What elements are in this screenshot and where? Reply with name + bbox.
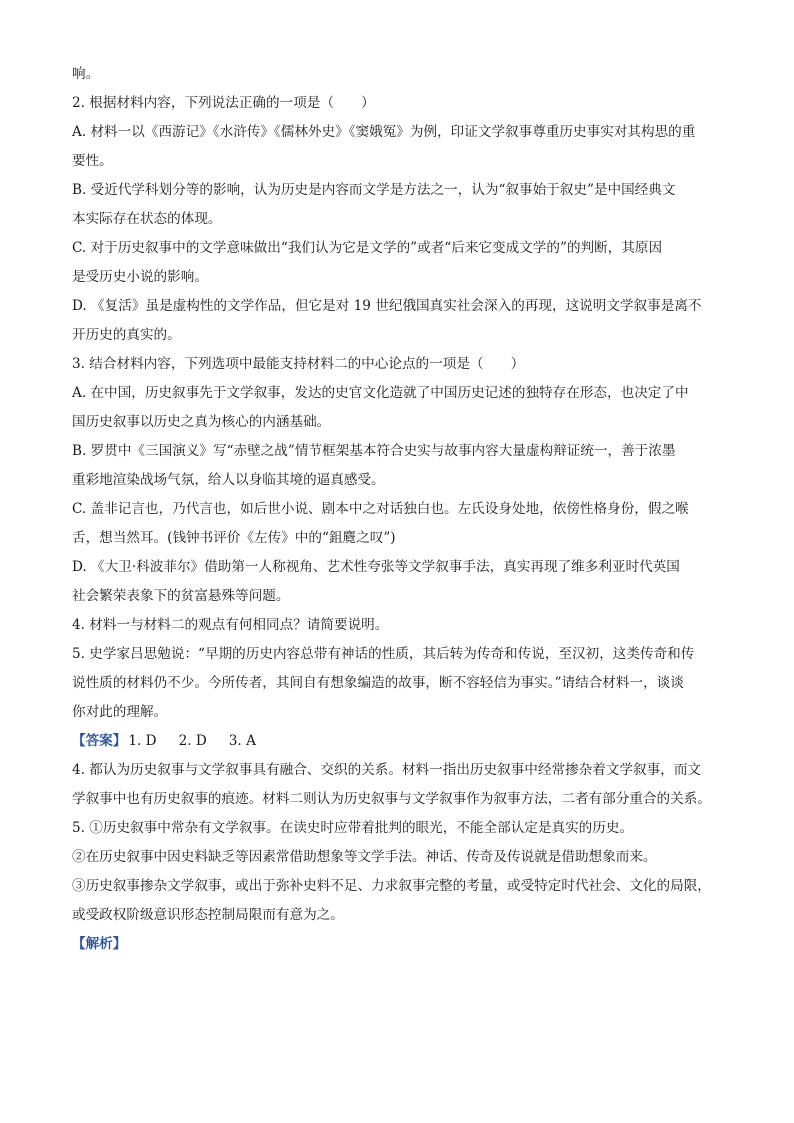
answer-item-2: 2. D xyxy=(178,732,207,749)
q3-option-c-line-1: C. 盖非记言也，乃代言也，如后世小说、剧本中之对话独白也。左氏设身处地，依傍性格身份，假之喉 xyxy=(72,500,689,517)
question-3: 3. 结合材料内容，下列选项中最能支持材料二的中心论点的一项是（ ） xyxy=(72,355,525,372)
question-2: 2. 根据材料内容，下列说法正确的一项是（ ） xyxy=(72,94,375,111)
q3-option-d-line-1: D. 《大卫·科波菲尔》借助第一人称视角、艺术性夸张等文学叙事手法，真实再现了维多利亚时代英国 xyxy=(72,558,680,575)
question-5-line-2: 说性质的材料仍不少。今所传者，其间自有想象编造的故事，断不容轻信为事实。”请结合材料一，谈谈 xyxy=(72,674,684,691)
answer-label: 【答案】 xyxy=(72,732,127,749)
q3-option-c-line-2: 舌，想当然耳。(钱钟书评价《左传》中的“鉏麑之叹”) xyxy=(72,529,396,546)
analysis-heading xyxy=(72,932,722,957)
answer-4-line-1: 4. 都认为历史叙事与文学叙事具有融合、交织的关系。材料一指出历史叙事中经常掺杂着文学叙事，而文 xyxy=(72,761,702,778)
q3-option-a-line-1: A. 在中国，历史叙事先于文学叙事，发达的史官文化造就了中国历史记述的独特存在形态，也决定了中 xyxy=(72,384,689,401)
question-5-line-3: 你对此的理解。 xyxy=(72,703,168,720)
option-a-line-2: 要性。 xyxy=(72,152,113,169)
option-a-line-1: A. 材料一以《西游记》《水浒传》《儒林外史》《窦娥冤》为例，印证文学叙事尊重历史事实对其构思的重 xyxy=(72,123,696,140)
q3-option-b-line-2: 重彩地渲染战场气氛，给人以身临其境的逼真感受。 xyxy=(72,471,385,488)
q3-option-a-line-2: 国历史叙事以历史之真为核心的内涵基础。 xyxy=(72,413,331,430)
answer-summary xyxy=(72,729,722,754)
option-b-line-1: B. 受近代学科划分等的影响，认为历史是内容而文学是方法之一，认为“叙事始于叙史”是中国经典文 xyxy=(72,181,676,198)
document-body xyxy=(72,62,722,961)
option-b-line-2: 本实际存在状态的体现。 xyxy=(72,210,222,227)
answer-5-point-3-line-2: 或受政权阶级意识形态控制局限而有意为之。 xyxy=(72,906,344,923)
answer-item-3: 3. A xyxy=(228,732,256,749)
question-4: 4. 材料一与材料二的观点有何相同点？请简要说明。 xyxy=(72,616,389,633)
option-c-line-1: C. 对于历史叙事中的文学意味做出“我们认为它是文学的”或者“后来它变成文学的”的判断，其原因 xyxy=(72,239,663,256)
q3-option-d-line-2: 社会繁荣表象下的贫富悬殊等问题。 xyxy=(72,587,290,604)
text-line: 响。 xyxy=(72,66,100,82)
q3-option-b-line-1: B. 罗贯中《三国演义》写“赤壁之战”情节框架基本符合史实与故事内容大量虚构辩证统一，善于浓墨 xyxy=(72,442,676,459)
answer-5-point-3-line-1: ③历史叙事掺杂文学叙事，或出于弥补史料不足、力求叙事完整的考量，或受特定时代社会、文化的局限， xyxy=(72,877,711,894)
answer-item-1: 1. D xyxy=(128,732,157,749)
answer-5-point-1: 5. ①历史叙事中常杂有文学叙事。在读史时应带着批判的眼光，不能全部认定是真实的历史。 xyxy=(72,819,634,836)
option-c-line-2: 是受历史小说的影响。 xyxy=(72,268,208,285)
option-d-line-2: 开历史的真实的。 xyxy=(72,326,181,343)
question-5-line-1: 5. 史学家吕思勉说：“早期的历史内容总带有神话的性质，其后转为传奇和传说，至汉初，这类传奇和传 xyxy=(72,645,695,662)
option-d-line-1: D. 《复活》虽是虚构性的文学作品，但它是对 19 世纪俄国真实社会深入的再现，这说明文学叙事是离不 xyxy=(72,297,702,314)
answer-5-point-2: ②在历史叙事中因史料缺乏等因素常借助想象等文学手法。神话、传奇及传说就是借助想象而来。 xyxy=(72,848,657,865)
analysis-label: 【解析】 xyxy=(72,935,127,952)
answer-4-line-2: 学叙事中也有历史叙事的痕迹。材料二则认为历史叙事与文学叙事作为叙事方法，二者有部分重合的关系。 xyxy=(72,790,711,807)
